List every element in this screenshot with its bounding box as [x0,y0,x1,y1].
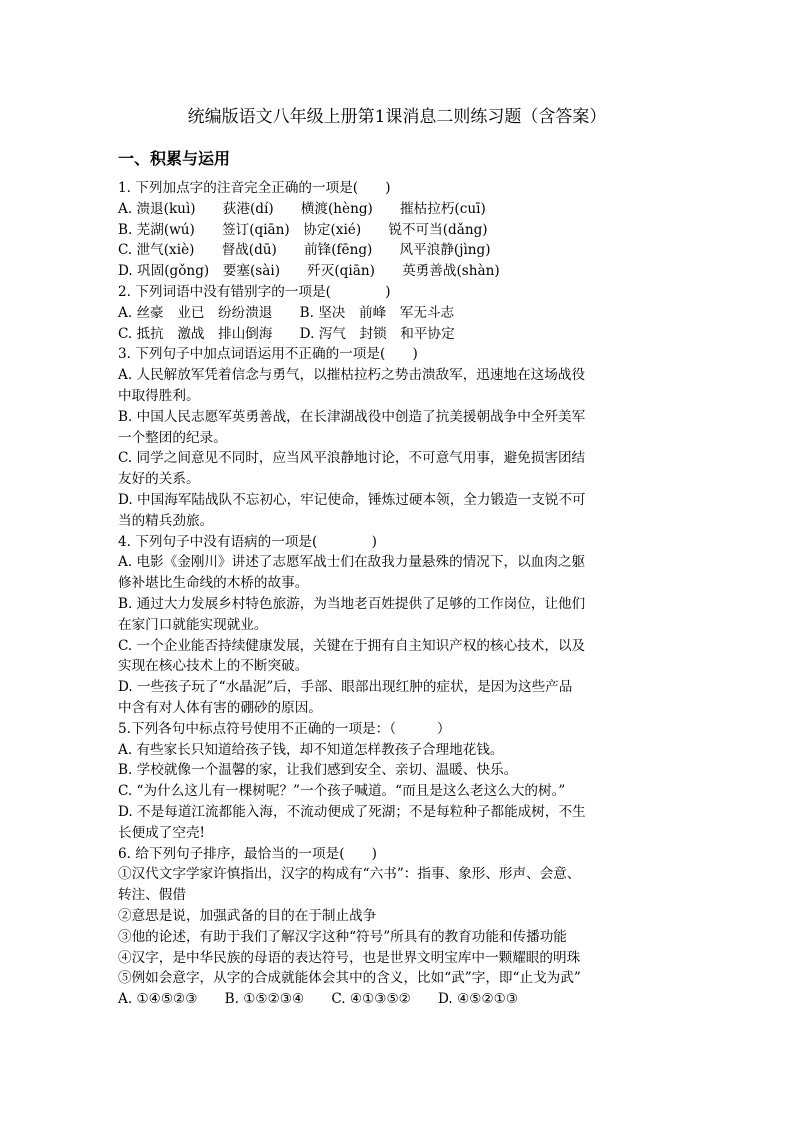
text-line: A. 丝豪 业已 纷纷溃退 B. 坚决 前峰 军无斗志 [118,304,455,321]
text-line: 中取得胜利。 [118,388,200,404]
text-line: B. 中国人民志愿军英勇善战，在长津湖战役中创造了抗美援朝战争中全歼美军 [118,408,586,425]
text-line: 4. 下列句子中没有语病的一项是( ) [118,533,377,550]
text-line: 在家门口就能实现就业。 [118,616,268,633]
text-line: B. 通过大力发展乡村特色旅游，为当地老百姓提供了足够的工作岗位，让他们 [118,596,586,612]
text-line: C. “为什么这儿有一棵树呢？”一个孩子喊道。“而且是这么老这么大的树。” [118,783,566,800]
text-line: ④汉字，是中华民族的母语的表达符号，也是世界文明宝库中一颗耀眼的明珠 [118,949,581,966]
text-line: 一个整团的纪录。 [118,429,227,446]
text-line: A. ①④⑤②③ B. ①⑤②③④ C. ④①③⑤② D. ④⑤②①③ [118,991,518,1008]
text-line: A. 人民解放军凭着信念与勇气，以摧枯拉朽之势击溃敌军，迅速地在这场战役 [118,367,586,384]
text-line: 转注、假借 [118,887,186,904]
text-line: 实现在核心技术上的不断突破。 [118,658,309,675]
text-line: C. 一个企业能否持续健康发展，关键在于拥有自主知识产权的核心技术，以及 [118,637,586,654]
text-line: B. 芜湖(wú) 签订(qiān) 协定(xié) 锐不可当(dǎng) [118,221,488,238]
text-line: 长便成了空壳! [118,824,206,841]
text-line: 5.下列各句中标点符号使用不正确的一项是：（ ） [118,720,451,737]
text-line: 3. 下列句子中加点词语运用不正确的一项是( ) [118,346,418,363]
text-line: ①汉代文字学家许慎指出，汉字的构成有“六书”：指事、象形、形声、会意、 [118,866,581,883]
text-line: ②意思是说，加强武备的目的在于制止战争 [118,908,377,924]
text-line: B. 学校就像一个温馨的家，让我们感到安全、亲切、温暖、快乐。 [118,762,518,779]
text-line: C. 泄气(xiè) 督战(dū) 前锋(fēng) 风平浪静(jìng) [118,242,491,259]
text-line: 修补堪比生命线的木桥的故事。 [118,575,309,592]
text-line: A. 电影《金刚川》讲述了志愿军战士们在敌我力量悬殊的情况下，以血肉之躯 [118,554,586,571]
text-line: A. 溃退(kuì) 荻港(dí) 横渡(hèng) 摧枯拉朽(cuī) [118,200,486,217]
document-title: 统编版语文八年级上册第1课消息二则练习题（含答案） [187,107,607,127]
text-line: ③他的论述，有助于我们了解汉字这种“符号”所具有的教育功能和传播功能 [118,928,567,945]
section-heading: 一、积累与运用 [118,149,231,168]
text-line: 友好的关系。 [118,471,200,488]
text-line: ⑤例如会意字，从字的合成就能体会其中的含义，比如“武”字，即“止戈为武” [118,970,581,987]
text-line: 2. 下列词语中没有错别字的一项是( ) [118,284,391,300]
text-line: D. 一些孩子玩了“水晶泥”后，手部、眼部出现红肿的症状，是因为这些产品 [118,679,573,696]
text-line: D. 中国海军陆战队不忘初心，牢记使命，锤炼过硬本领，全力锻造一支锐不可 [118,492,586,508]
text-line: 6. 给下列句子排序，最恰当的一项是( ) [118,845,377,862]
text-line: D. 不是每道江流都能入海，不流动便成了死湖；不是每粒种子都能成树，不生 [118,804,586,820]
text-line: D. 巩固(gǒng) 要塞(sài) 歼灭(qiān) 英勇善战(shàn) [118,263,500,280]
text-line: 中含有对人体有害的硼砂的原因。 [118,700,322,716]
text-line: 当的精兵劲旅。 [118,512,214,529]
text-line: C. 抵抗 激战 排山倒海 D. 泻气 封锁 和平协定 [118,325,455,342]
text-line: C. 同学之间意见不同时，应当风平浪静地讨论，不可意气用事，避免损害团结 [118,450,586,467]
text-line: 1. 下列加点字的注音完全正确的一项是( ) [118,180,391,196]
text-line: A. 有些家长只知道给孩子钱，却不知道怎样教孩子合理地花钱。 [118,741,504,758]
